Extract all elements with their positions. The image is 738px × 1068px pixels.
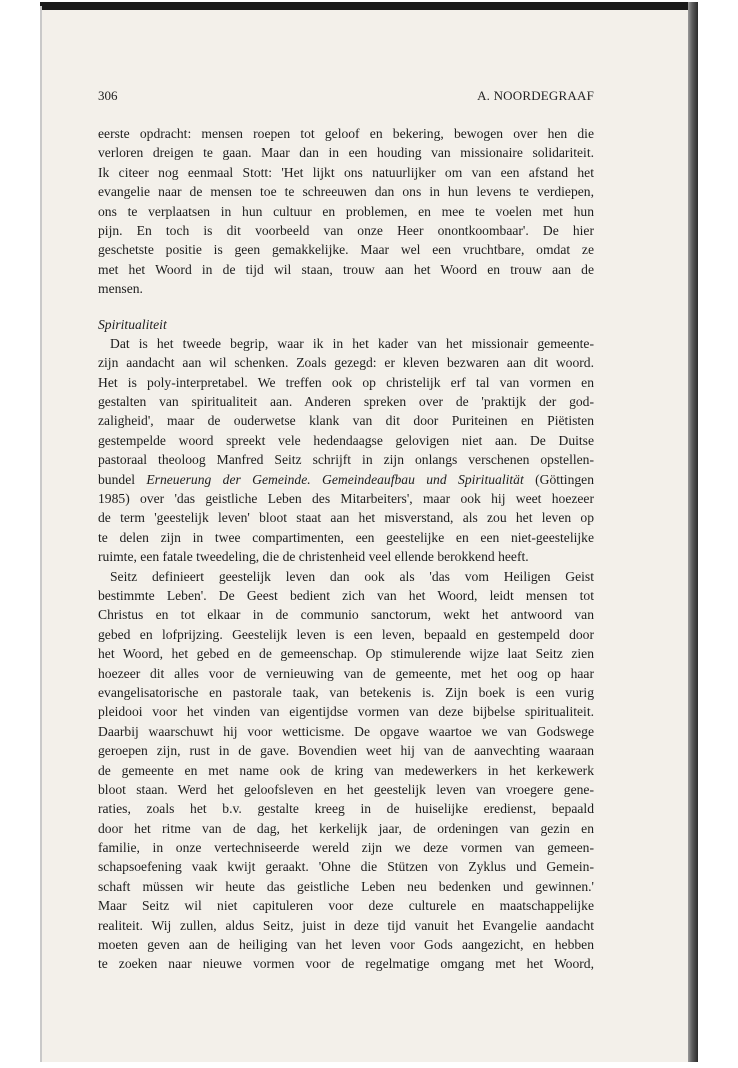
text-line: schapsoefening vaak kwijt geraakt. 'Ohne die Stützen von Zyklus und Gemein-	[98, 859, 594, 875]
text-line: bloot staan. Werd het geloofsleven en het geestelijk leven van vroegere gene-	[98, 781, 594, 797]
text-line: evangelisatorische en pastorale taak, van betekenis is. Zijn boek is een vurig	[98, 684, 594, 700]
text-line: Dat is het tweede begrip, waar ik in het kader van het missionair gemeente-	[110, 335, 594, 351]
text-line: te zoeken naar nieuwe vormen voor de regelmatige omgang met het Woord,	[98, 956, 594, 972]
text-line: bestimmte Leben'. De Geest bedient zich van het Woord, leidt mensen tot	[98, 587, 594, 603]
text-line: door het ritme van de dag, het kerkelijk jaar, de ordeningen van gezin en	[98, 820, 594, 836]
page-number: 306	[98, 88, 118, 103]
text-line: gestempelde woord spreekt vele hedendaagse gelovigen niet aan. De Duitse	[98, 432, 594, 448]
text-line: gebed en lofprijzing. Geestelijk leven is een leven, bepaald en gestempeld door	[98, 626, 594, 642]
text-line: verloren dreigen te gaan. Maar dan in een houding van missionaire solidariteit.	[98, 145, 594, 161]
text-line: Daarbij waarschuwt hij voor wetticisme. De opgave waartoe we van Godswege	[98, 723, 594, 739]
text-line: pastoraal theoloog Manfred Seitz schrijft in zijn onlangs verschenen opstellen-	[98, 452, 594, 468]
book-title: Erneuerung der Gemeinde. Gemeindeaufbau und Spiritualität	[146, 471, 524, 487]
section-heading: Spiritualiteit	[98, 316, 167, 332]
text-line: Maar Seitz wil niet capituleren voor deze culturele en maatschappelijke	[98, 898, 594, 914]
text-line: schaft müssen wir heute das geistliche Leben neu bedenken und gewinnen.'	[98, 878, 594, 894]
text-line: Seitz definieert geestelijk leven dan ook als 'das vom Heiligen Geist	[110, 568, 594, 584]
text-line: Het is poly-interpretabel. We treffen ook op christelijk erf tal van vormen en	[98, 374, 594, 390]
running-head-author: A. NOORDEGRAAF	[477, 88, 594, 103]
text-line: evangelie naar de mensen toe te schreeuwen dan ons in hun levens te verdiepen,	[98, 184, 594, 200]
text-line: Christus en tot elkaar in de communio sanctorum, wekt het antwoord van	[98, 607, 594, 623]
body-text	[98, 124, 594, 974]
text-line: Ik citeer nog eenmaal Stott: 'Het lijkt ons natuurlijker om van een afstand het	[98, 164, 594, 180]
text-line: familie, in onze vertechniseerde wereld zijn we deze vormen van gemeen-	[98, 840, 594, 856]
text-line: het Woord, het gebed en de gemeenschap. Op stimulerende wijze laat Seitz zien	[98, 646, 594, 662]
text-line: zijn aandacht aan wil schenken. Zoals gezegd: er kleven bezwaren aan dit woord.	[98, 355, 594, 371]
text-line: pijn. En toch is dit voorbeeld van onze Heer onontkoombaar'. De hier	[98, 222, 594, 238]
text-fragment: (Göttingen	[523, 471, 594, 487]
text-line: realiteit. Wij zullen, aldus Seitz, juist in deze tijd vanuit het Evangelie aandacht	[98, 917, 594, 933]
text-line: eerste opdracht: mensen roepen tot geloof en bekering, bewogen over hen die	[98, 126, 594, 141]
text-line: te delen zijn in twee compartimenten, een geestelijke en een niet-geestelijke	[98, 529, 594, 545]
scan-right-edge	[688, 2, 698, 1062]
page-header	[98, 88, 594, 108]
text-line: pleidooi voor het vinden van eigentijdse vormen van deze bijbelse spiritualiteit.	[98, 704, 594, 720]
text-line: mensen.	[98, 281, 143, 297]
text-line: met het Woord in de tijd wil staan, trouw aan het Woord en trouw aan de	[98, 261, 594, 277]
text-line: ons te verplaatsen in hun cultuur en problemen, en mee te voelen met hun	[98, 203, 594, 219]
text-line: moeten geven aan de heiliging van het leven voor Gods aangezicht, en hebben	[98, 937, 594, 953]
text-line-with-title	[98, 470, 594, 489]
text-line: 1985) over 'das geistliche Leben des Mitarbeiters', maar ook hij weet hoezeer	[98, 491, 594, 507]
text-line: zaligheid', maar de ouderwetse klank van dit door Puriteinen en Piëtisten	[98, 413, 594, 429]
text-line: raties, zoals het b.v. gestalte kreeg in de huiselijke eredienst, bepaald	[98, 801, 594, 817]
text-line: de term 'geestelijk leven' bloot staat aan het misverstand, als zou het leven op	[98, 510, 594, 526]
text-line: hoezeer dit alles voor de vernieuwing van de gemeente, met het oog op haar	[98, 665, 594, 681]
scan-top-edge	[40, 2, 694, 10]
text-line: geroepen zijn, rust in de gave. Bovendien weet hij van de aanvechting waaraan	[98, 743, 594, 759]
text-line: de gemeente en met name ook de kring van medewerkers in het kerkewerk	[98, 762, 594, 778]
text-fragment: bundel	[98, 471, 147, 487]
text-line: geschetste positie is geen gemakkelijke. Maar wel een vruchtbare, omdat ze	[98, 242, 594, 258]
text-line: gestalten van spiritualiteit aan. Anderen spreken over de 'praktijk der god-	[98, 394, 594, 410]
text-line: ruimte, een fatale tweedeling, die de christenheid veel ellende berokkend heeft.	[98, 549, 529, 565]
